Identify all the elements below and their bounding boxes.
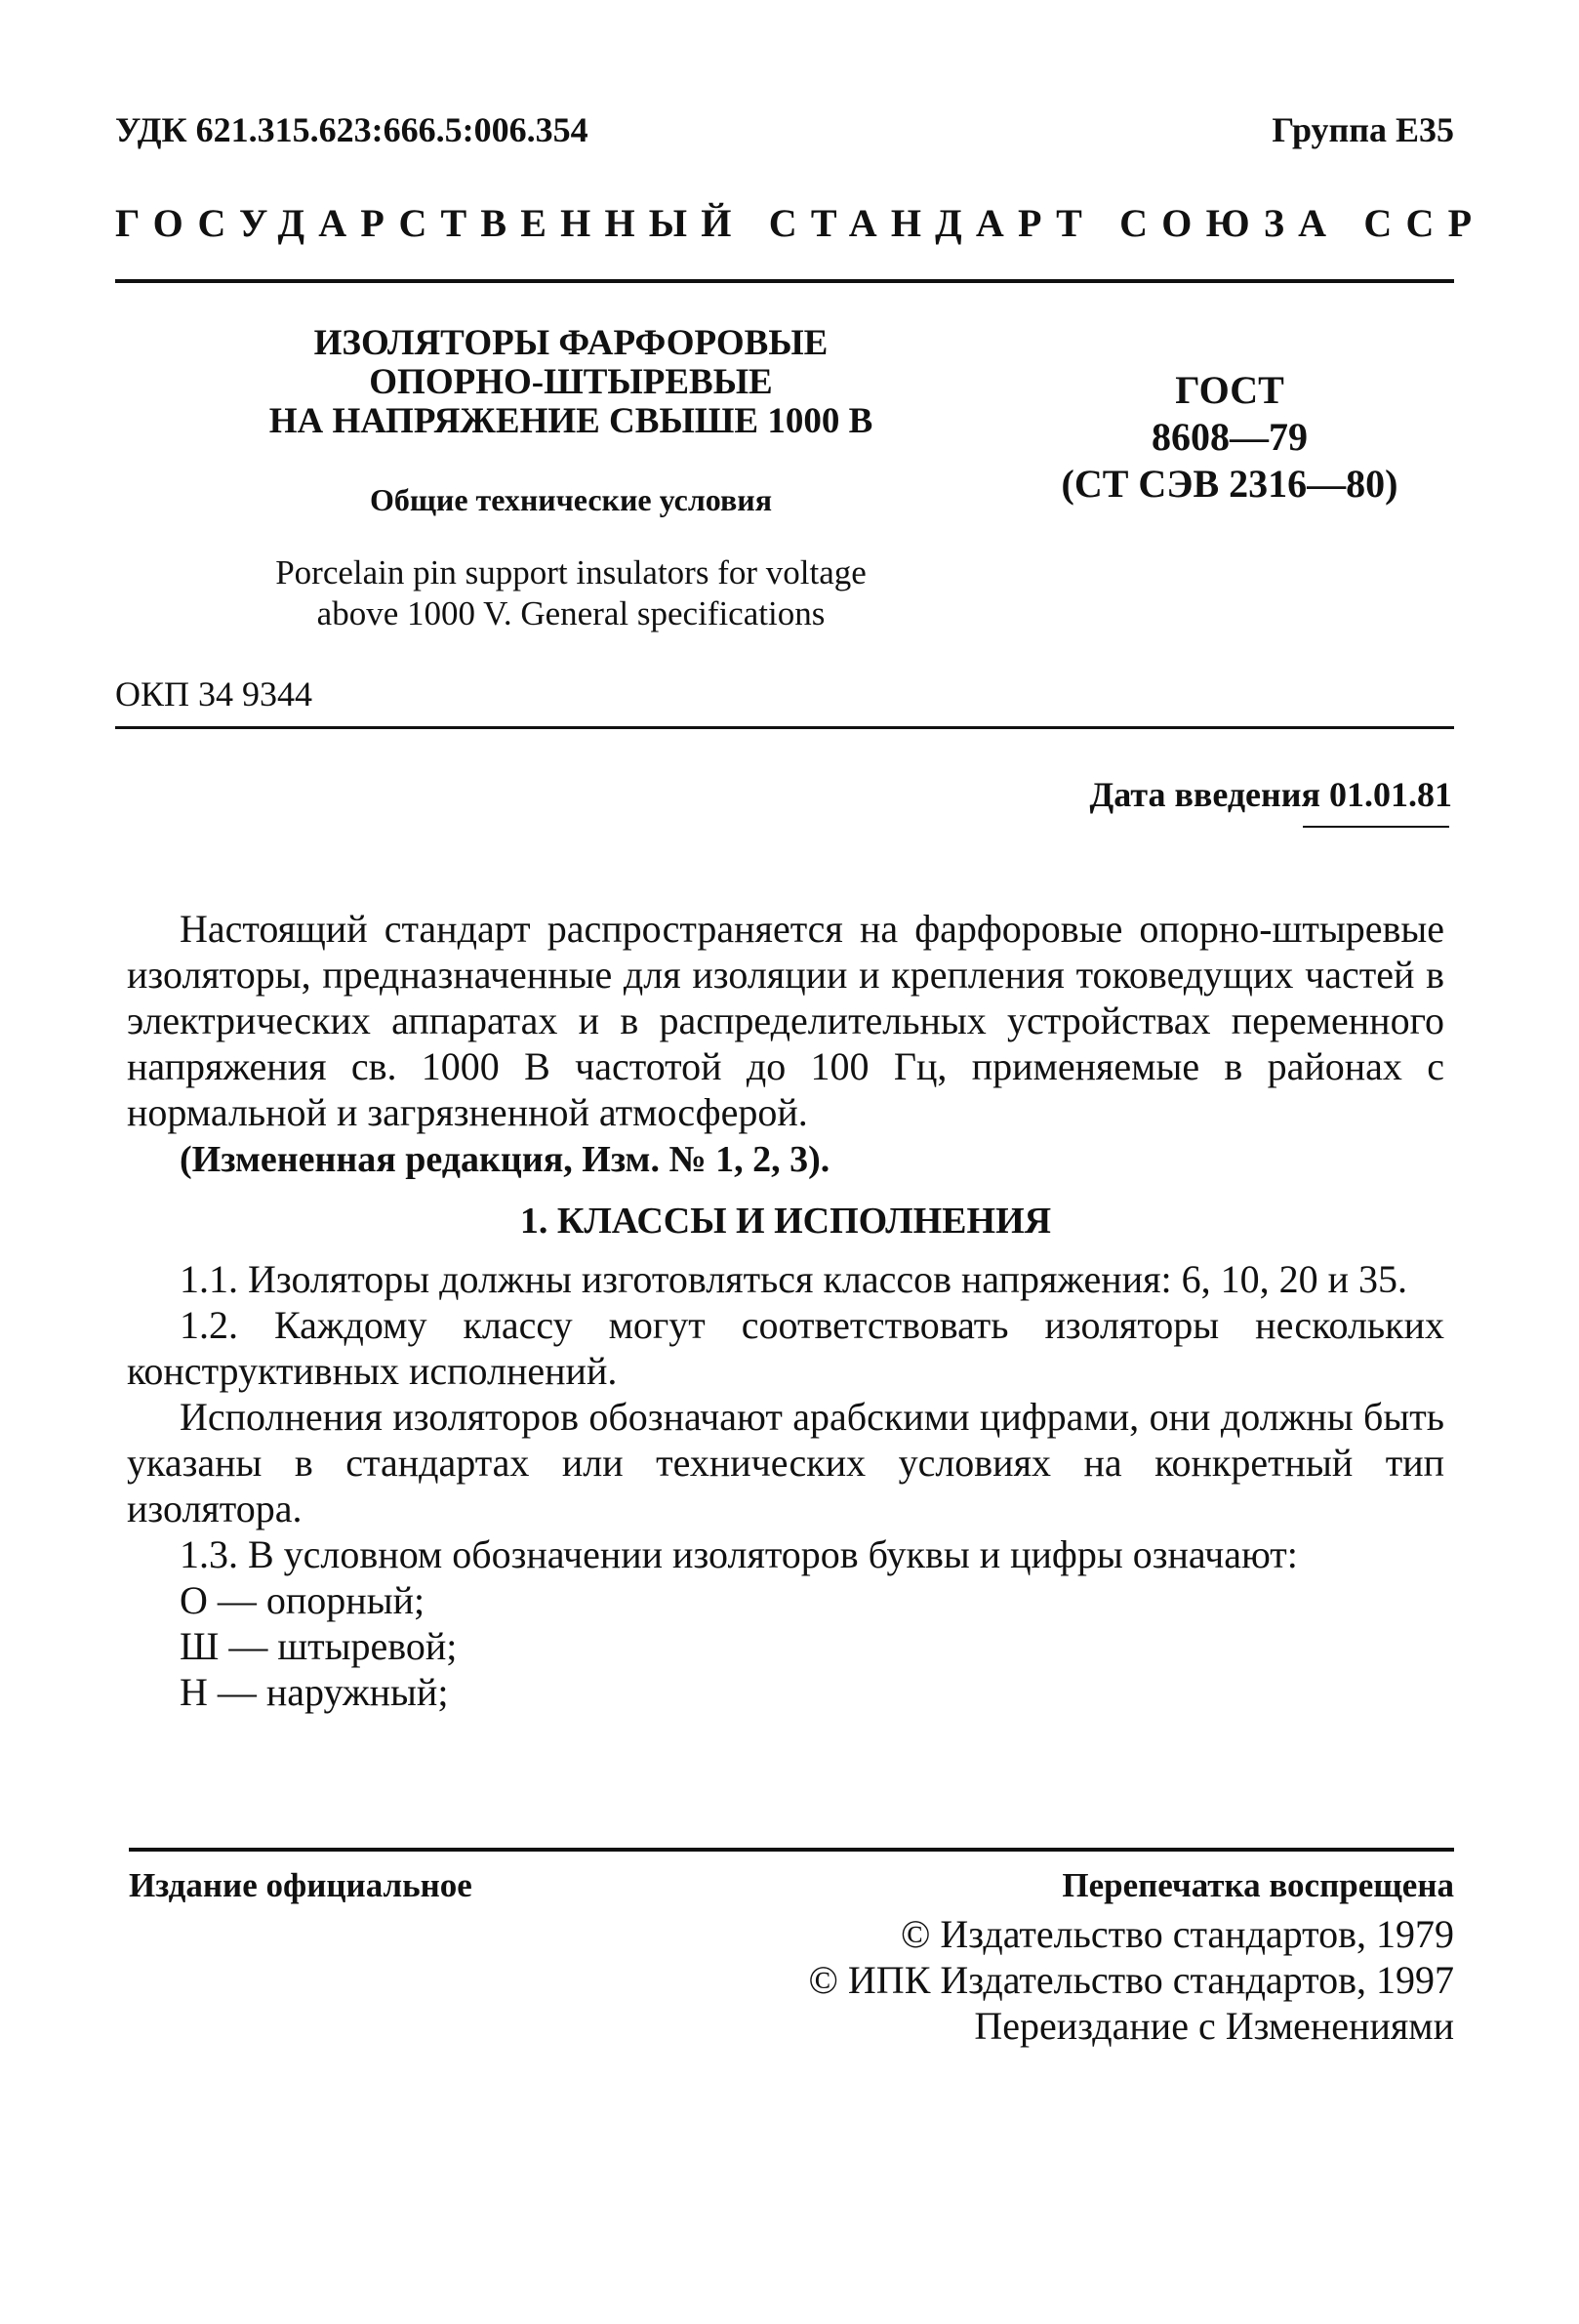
list-item: Н — наружный; — [180, 1670, 449, 1714]
english-title-line: above 1000 V. General specifications — [316, 594, 826, 632]
title-line: ИЗОЛЯТОРЫ ФАРФОРОВЫЕ — [313, 323, 829, 363]
clause-1-1: 1.1. Изоляторы должны изготовляться классов напряжения: 6, 10, 20 и 35. — [180, 1257, 1408, 1301]
footer-divider — [129, 1848, 1454, 1852]
gost-designation — [1005, 367, 1454, 508]
copyright-block — [576, 1911, 1454, 2049]
title-line: НА НАПРЯЖЕНИЕ СВЫШЕ 1000 В — [268, 401, 873, 441]
section-divider — [115, 726, 1454, 729]
document-body — [127, 906, 1444, 1715]
gost-label: ГОСТ — [1175, 368, 1284, 412]
date-underline — [1303, 826, 1449, 828]
group-code: Группа Е35 — [1272, 110, 1454, 149]
intro-paragraph: Настоящий стандарт распространяется на фарфоровые опорно-штыревые изоляторы, предназначенные для изоляции и крепления токоведущих частей в электрических аппаратах и в распределительных устройствах переменного напряжения св. 1000 В частотой до 100 Гц, применяемые в районах с нормальной и загрязненной атмосферой. — [127, 907, 1444, 1134]
title-line: ОПОРНО-ШТЫРЕВЫЕ — [369, 362, 773, 402]
document-subtitle: Общие технические условия — [369, 482, 773, 517]
okp-code: ОКП 34 9344 — [115, 674, 313, 714]
introduction-date — [1090, 774, 1453, 815]
english-title — [185, 552, 956, 634]
clause-1-3: 1.3. В условном обозначении изоляторов буквы и цифры означают: — [180, 1532, 1298, 1576]
clause-1-2-continued: Исполнения изоляторов обозначают арабскими цифрами, они должны быть указаны в стандартах или технических условиях на конкретный тип изолятора. — [127, 1395, 1444, 1530]
clause-1-2: 1.2. Каждому классу могут соответствовать изоляторы нескольких конструктивных исполнений. — [127, 1303, 1444, 1393]
reissue-note: Переиздание с Изменениями — [974, 2004, 1454, 2048]
udk-code: УДК 621.315.623:666.5:006.354 — [115, 110, 588, 149]
gost-number: 8608—79 — [1152, 415, 1308, 459]
document-title — [195, 324, 947, 441]
amendment-note: (Измененная редакция, Изм. № 1, 2, 3). — [180, 1139, 830, 1180]
state-standard-heading: ГОСУДАРСТВЕННЫЙ СТАНДАРТ СОЮЗА ССР — [115, 201, 1486, 245]
section-heading: 1. КЛАССЫ И ИСПОЛНЕНИЯ — [519, 1201, 1052, 1242]
list-item: О — опорный; — [180, 1578, 425, 1622]
sev-number: (СТ СЭВ 2316—80) — [1061, 462, 1398, 506]
list-item: Ш — штыревой; — [180, 1624, 458, 1668]
copyright-line: © Издательство стандартов, 1979 — [900, 1912, 1454, 1956]
reprint-prohibited-label: Перепечатка воспрещена — [1062, 1866, 1454, 1904]
official-edition-label: Издание официальное — [129, 1866, 472, 1904]
introduction-date-label: Дата введения — [1089, 775, 1320, 814]
copyright-line: © ИПК Издательство стандартов, 1997 — [808, 1958, 1454, 2002]
english-title-line: Porcelain pin support insulators for voltage — [275, 553, 867, 591]
header-divider — [115, 279, 1454, 283]
introduction-date-value: 01.01.81 — [1329, 775, 1452, 814]
